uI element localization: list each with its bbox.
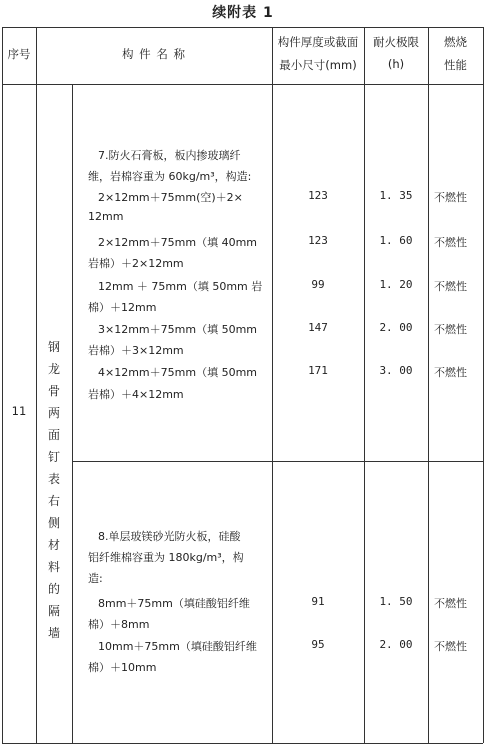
item-line: 8mm＋75mm（填硅酸铝纤维 <box>98 597 250 610</box>
item-line: 4×12mm＋75mm（填 50mm <box>98 366 257 379</box>
header-seq: 序号 <box>7 47 31 61</box>
header-burn-line2: 性能 <box>444 58 467 72</box>
fire-value: 2. 00 <box>379 321 413 334</box>
row-category: 钢龙骨两面钉表右侧材料的隔墙 <box>47 340 60 640</box>
item-line: 3×12mm＋75mm（填 50mm <box>98 323 257 336</box>
item-line: 岩棉）＋2×12mm <box>88 257 184 270</box>
thickness-value: 123 <box>308 234 328 247</box>
burn-value: 不燃性 <box>434 236 467 249</box>
header-fire-line1: 耐火极限 <box>373 35 419 49</box>
thickness-value: 91 <box>311 595 325 608</box>
item-line: 棉）＋12mm <box>88 301 157 314</box>
header-name: 构 件 名 称 <box>122 47 186 61</box>
item-line: 岩棉）＋3×12mm <box>88 344 184 357</box>
fire-value: 2. 00 <box>379 638 413 651</box>
burn-value: 不燃性 <box>434 597 467 610</box>
table-title: 续附表 1 <box>212 5 274 21</box>
fire-value: 1. 60 <box>379 234 413 247</box>
row-seq: 11 <box>11 404 27 418</box>
header-thickness-line1: 构件厚度或截面 <box>277 35 359 49</box>
item-line: 2×12mm＋75mm(空)＋2× <box>98 191 243 204</box>
burn-value: 不燃性 <box>434 323 467 336</box>
burn-value: 不燃性 <box>434 280 467 293</box>
section8-intro-line2: 铝纤维棉容重为 180kg/m³，构 <box>88 551 244 564</box>
item-line: 棉）＋8mm <box>88 618 150 631</box>
section8-intro-line3: 造: <box>88 572 103 585</box>
thickness-value: 171 <box>308 364 328 377</box>
fire-value: 3. 00 <box>379 364 413 377</box>
item-line: 棉）＋10mm <box>88 661 157 674</box>
item-line: 岩棉）＋4×12mm <box>88 388 184 401</box>
header-burn-line1: 燃烧 <box>444 35 467 49</box>
thickness-value: 147 <box>308 321 328 334</box>
section8-intro-line1: 8.单层玻镁砂光防火板，硅酸 <box>98 530 241 543</box>
fire-value: 1. 35 <box>379 189 413 202</box>
item-line: 12mm ＋ 75mm（填 50mm 岩 <box>98 280 263 293</box>
burn-value: 不燃性 <box>434 191 467 204</box>
section7-intro-line2: 维，岩棉容重为 60kg/m³，构造: <box>88 170 252 183</box>
section7-intro-line1: 7.防火石膏板，板内掺玻璃纤 <box>98 149 241 162</box>
item-line: 2×12mm＋75mm（填 40mm <box>98 236 257 249</box>
burn-value: 不燃性 <box>434 640 467 653</box>
thickness-value: 123 <box>308 189 328 202</box>
fire-value: 1. 20 <box>379 278 413 291</box>
thickness-value: 95 <box>311 638 325 651</box>
item-line: 10mm＋75mm（填硅酸铝纤维 <box>98 640 257 653</box>
fire-value: 1. 50 <box>379 595 413 608</box>
header-fire-line2: (h) <box>387 57 405 71</box>
item-line: 12mm <box>88 210 124 223</box>
thickness-value: 99 <box>311 278 325 291</box>
burn-value: 不燃性 <box>434 366 467 379</box>
header-thickness-line2: 最小尺寸(mm) <box>279 58 357 72</box>
